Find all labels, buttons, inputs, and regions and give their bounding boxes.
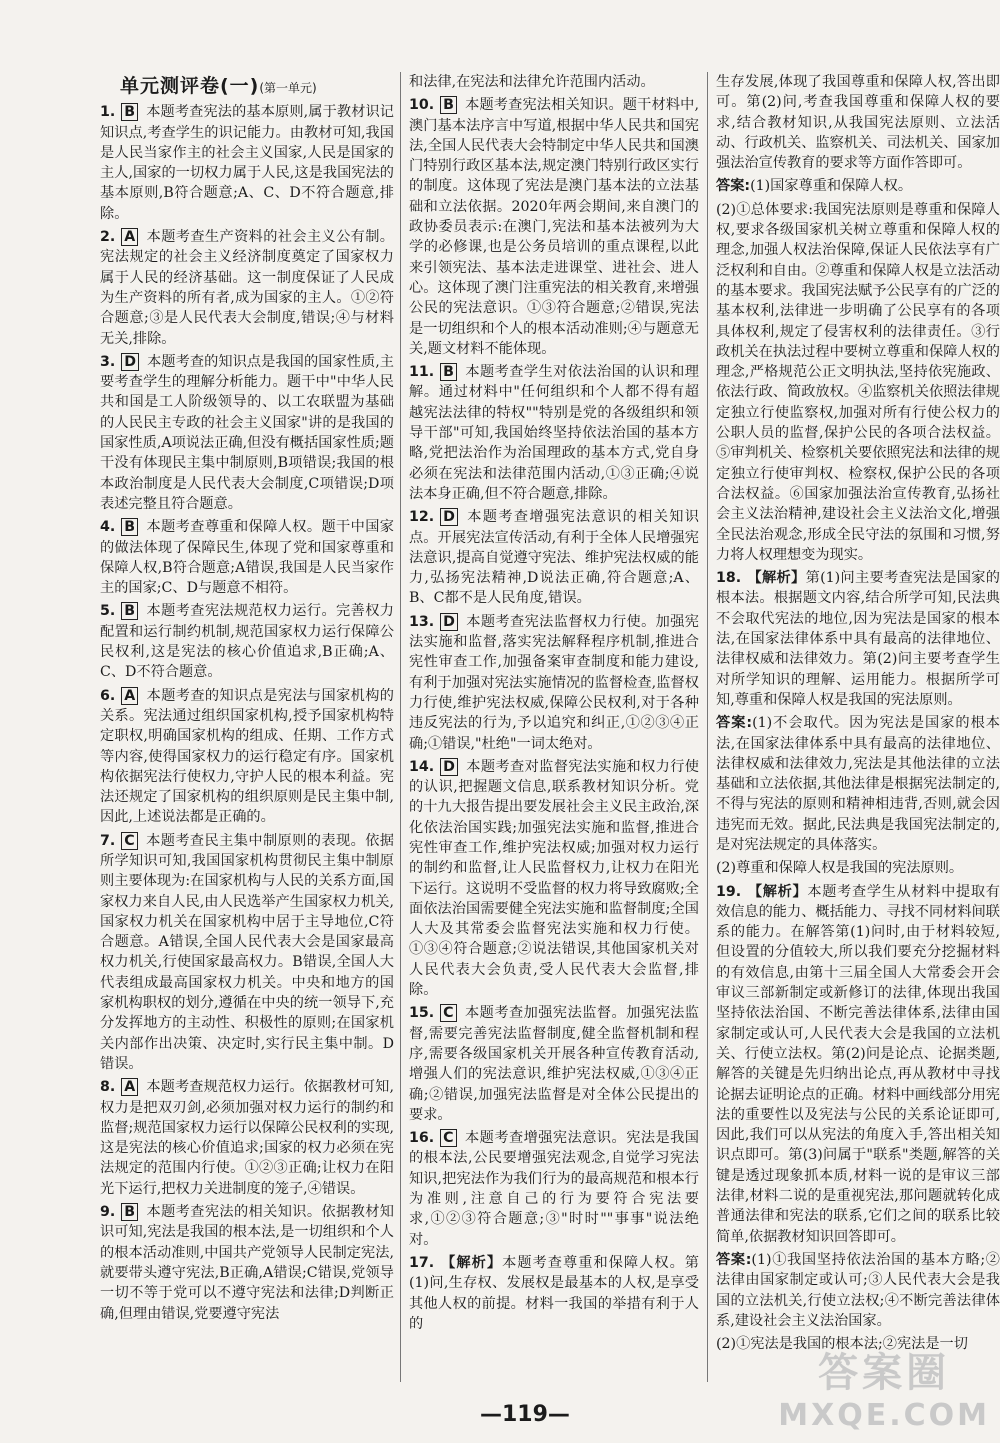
column-2 <box>400 72 708 1382</box>
answer-item <box>716 858 1000 878</box>
item-number: 14. <box>409 758 435 775</box>
item-text: (2)①宪法是我国的根本法;②宪法是一切 <box>716 1336 968 1353</box>
answer-item <box>409 507 699 608</box>
item-number: 3. <box>100 353 116 370</box>
answer-item <box>716 568 1000 710</box>
column-1 <box>100 72 400 1382</box>
title-sub: (第一单元) <box>259 81 317 95</box>
item-text: 本题考查生产资料的社会主义公有制。宪法规定的社会主义经济制度奠定了国家权力属于人民的经济基础。这一制度保证了人民成为生产资料的所有者,成为国家的主人。①②符合题意;③是人民代表大会制度,错误;④与材料无关,排除。 <box>100 229 394 347</box>
answer-item <box>716 713 1000 855</box>
answer-letter: D <box>440 508 458 526</box>
item-text: 本题考查宪法的相关知识。依据教材知识可知,宪法是我国的根本法,是一切组织和个人的根本活动准则,中国共产党领导人民制定宪法,就要带头遵守宪法,B正确,A错误;C错误,党领导一切不等于党可以不遵守宪法和法律;D判断正确,但理由错误,党要遵守宪法 <box>100 1204 394 1322</box>
item-text: 本题考查宪法规范权力运行。完善权力配置和运行制约机制,规范国家权力运行保障公民权利,这是宪法的核心价值追求,B正确;A、C、D不符合题意。 <box>100 603 394 681</box>
item-text: (1)①我国坚持依法治国的基本方略;②法律由国家制定或认可;③人民代表大会是我国的立法机关,行使立法权;④不断完善法律体系,建设社会主义法治国家。 <box>716 1251 1000 1329</box>
item-number: 15. <box>409 1005 435 1022</box>
item-text: 本题考查对监督宪法实施和权力行使的认识,把握题文信息,联系教材知识分析。党的十九大报告提出要发展社会主义民主政治,深化依法治国实践;加强宪法实施和监督,推进合宪性审查工作,维护宪法权威;加强对权力运行的制约和监督,让人民监督权力,让权力在阳光下运行。这说明不受监督的权力将导致腐败;全面依法治国需要健全宪法实施和监督制度;全国人大及其常委会监督宪法实施和权力行使。①③④符合题意;②说法错误,其他国家机关对人民代表大会负责,受人民代表大会监督,排除。 <box>409 758 699 999</box>
answer-letter: A <box>121 687 138 705</box>
item-number: 8. <box>100 1079 116 1096</box>
answer-item <box>100 686 394 828</box>
item-text: 本题考查加强宪法监督。加强宪法监督,需要完善宪法监督制度,健全监督机制和程序,需要各级国家机关开展各种宣传教育活动,增强人们的宪法意识,维护宪法权威,①③④正确;②错误,加强宪法监督是对全体公民提出的要求。 <box>409 1005 699 1123</box>
item-number: 16. <box>409 1130 435 1147</box>
answer-list-3 <box>716 72 1000 1354</box>
item-number: 1. <box>100 104 116 121</box>
item-number: 19. <box>716 883 742 900</box>
answer-item <box>716 72 1000 173</box>
answer-letter: B <box>440 363 457 381</box>
item-text: 本题考查宪法监督权力行使。加强宪法实施和监督,落实宪法解释程序机制,推进合宪性审查工作,加强备案审查制度和能力建设,有利于加强对宪法实施情况的监督检查,监督权力行使,维护宪法权威,保障公民权利,对于各种违反宪法的行为,予以追究和纠正,①②③④正确;①错误,"杜绝"一词太绝对。 <box>409 613 699 752</box>
answer-item <box>716 176 1000 196</box>
page-number: —119— <box>480 1402 570 1427</box>
item-text: (1)国家尊重和保障人权。 <box>750 178 913 195</box>
answer-letter: B <box>121 103 138 121</box>
answer-letter: D <box>121 353 139 371</box>
item-number: 2. <box>100 229 116 246</box>
item-tag: 【解析】 <box>747 883 808 900</box>
item-number: 9. <box>100 1204 116 1221</box>
answer-item <box>100 352 394 514</box>
watermark-line2: MXQE.COM <box>778 1398 990 1433</box>
item-text: 本题考查尊重和保障人权。第(1)问,生存权、发展权是最基本的人权,是享受其他人权的前提。材料一我国的举措有利于人的 <box>409 1254 699 1332</box>
item-text: 本题考查的知识点是宪法与国家机构的关系。宪法通过组织国家机构,授予国家机构特定职权,明确国家机构的组成、任期、工作方式等内容,使得国家权力的运行稳定有序。国家机构依据宪法行使权力,守护人民的根本利益。宪法还规定了国家机构的组织原则是民主集中制,因此,上述说法都是正确的。 <box>100 687 394 826</box>
column-3 <box>708 72 1000 1382</box>
item-text: 本题考查民主集中制原则的表现。依据所学知识可知,我国国家机构贯彻民主集中制原则主要体现为:在国家机构与人民的关系方面,国家权力来自人民,由人民选举产生国家权力机关,国家权力机关在国家机构中居于主导地位,C符合题意。A错误,全国人民代表大会是国家最高权力机关,行使国家最高权力。B错误,全国人大代表组成最高国家权力机关。中央和地方的国家机构职权的划分,遵循在中央的统一领导下,充分发挥地方的主动性、积极性的原则;在国家机关内部作出决策、决定时,实行民主集中制。D错误。 <box>100 832 394 1072</box>
item-number: 18. <box>716 570 742 587</box>
item-text: 本题考查的知识点是我国的国家性质,主要考查学生的理解分析能力。题干中"中华人民共和国是工人阶级领导的、以工农联盟为基础的人民民主专政的社会主义国家"讲的是我国的国家性质,A项说法正确,但没有概括国家性质;题干没有体现民主集中制原则,B项错误;我国的根本政治制度是人民代表大会制度,C项错误;D项表述完整且符合题意。 <box>100 353 394 512</box>
item-tag: 答案: <box>716 178 751 195</box>
answer-item <box>409 1003 699 1125</box>
item-tag: 答案: <box>716 1251 752 1268</box>
answer-letter: B <box>121 602 138 620</box>
answer-item <box>409 612 699 754</box>
item-number: 13. <box>409 613 435 630</box>
answer-letter: C <box>440 1129 456 1147</box>
page-title <box>120 76 394 98</box>
answer-letter: D <box>440 613 458 631</box>
item-text: 本题考查学生从材料中提取有效信息的能力、概括能力、寻找不同材料间联系的能力。在解答第(1)问时,由于材料较短,但设置的分值较大,所以我们要充分挖掘材料的有效信息,由第十三届全国人大常委会开会审议三部新制定或新修订的法律,体现出我国坚持依法治国、不断完善法律体系,法律由国家制定或认可,人民代表大会是我国的立法机关、行使立法权。第(2)问是论点、论据类题,解答的关键是先归纳出论点,再从教材中寻找论据去证明论点的正确。材料中画线部分用宪法的重要性以及宪法与公民的关系论证即可,因此,我们可以从宪法的角度入手,答出相关知识点即可。第(3)问属于"联系"类题,解答的关键是透过现象抓本质,材料一说的是审议三部法律,材料二说的是重视宪法,那问题就转化成普通法律和宪法的联系,它们之间的联系比较简单,依据教材知识回答即可。 <box>716 883 1000 1245</box>
answer-item <box>409 757 699 1001</box>
answer-letter: B <box>121 1203 138 1221</box>
item-number: 7. <box>100 832 116 849</box>
answer-list-1 <box>100 102 394 1324</box>
answer-list-2 <box>409 72 699 1334</box>
item-number: 11. <box>409 364 435 381</box>
item-text: 本题考查宪法相关知识。题干材料中,澳门基本法序言中写道,根据中华人民共和国宪法,全国人民代表大会特制定中华人民共和国澳门特别行政区基本法,规定澳门特别行政区实行的制度。这体现了宪法是澳门基本法的立法基础和立法依据。2020年两会期间,来自澳门的政协委员表示:在澳门,宪法和基本法被列为大学的必修课,也是公务员培训的重点课程,以此来引领宪法、基本法走进课堂、进社会、进人心。这体现了澳门注重宪法的相关教育,来增强公民的宪法意识。①③符合题意;②错误,宪法是一切组织和个人的根本活动准则;④与题意无关,题文材料不能体现。 <box>409 97 699 357</box>
answer-item <box>716 1250 1000 1331</box>
answer-letter: B <box>121 518 138 536</box>
item-text: 本题考查学生对依法治国的认识和理解。通过材料中"任何组织和个人都不得有超越宪法法律的特权""特别是党的各级组织和领导干部"可知,我国始终坚持依法治国的基本方略,党把法治作为治国理政的基本方式,党自身必须在宪法和法律范围内活动,①③正确;④说法本身正确,但不符合题意,排除。 <box>409 364 699 502</box>
answer-item <box>716 200 1000 565</box>
item-text: 和法律,在宪法和法律允许范围内活动。 <box>409 74 655 90</box>
item-number: 17. <box>409 1254 435 1271</box>
item-text: 第(1)问主要考查宪法是国家的根本法。根据题文内容,结合所学可知,民法典不会取代宪法的地位,因为宪法是国家的根本法,在国家法律体系中具有最高的法律地位、法律权威和法律效力。第(2)问主要考查学生对所学知识的理解、运用能力。根据所学可知,尊重和保障人权是我国的宪法原则。 <box>716 570 1000 708</box>
answer-item <box>100 227 394 349</box>
item-tag: 【解析】 <box>440 1254 503 1271</box>
watermark-line1: 答案圈 <box>818 1350 951 1396</box>
answer-item <box>716 882 1000 1247</box>
answer-item <box>409 72 699 92</box>
item-text: 本题考查增强宪法意识。宪法是我国的根本法,公民要增强宪法观念,自觉学习宪法知识,把宪法作为我们行为的最高规范和根本行为准则,注意自己的行为要符合宪法要求,①②③符合题意;③"时时""事事"说法绝对。 <box>409 1130 699 1248</box>
item-tag: 【解析】 <box>747 570 806 587</box>
answer-item <box>409 95 699 359</box>
item-number: 5. <box>100 603 116 620</box>
item-text: (1)不会取代。因为宪法是国家的根本法,在国家法律体系中具有最高的法律地位、法律权威和法律效力,宪法是其他法律的立法基础和立法依据,其他法律是根据宪法制定的,不得与宪法的原则和精神相违背,否则,就会因违宪而无效。据此,民法典是我国宪法制定的,是对宪法规定的具体落实。 <box>716 715 1000 853</box>
answer-letter: A <box>121 228 138 246</box>
answer-item <box>100 102 394 224</box>
title-main: 单元测评卷(一) <box>120 75 260 97</box>
item-text: 本题考查尊重和保障人权。题干中国家的做法体现了保障民生,体现了党和国家尊重和保障人权,B符合题意;A错误,我国是人民当家作主的国家;C、D与题意不相符。 <box>100 519 394 597</box>
item-text: (2)①总体要求:我国宪法原则是尊重和保障人权,要求各级国家机关树立尊重和保障人权的理念,加强人权法治保障,保证人民依法享有广泛权利和自由。②尊重和保障人权是立法活动的基本要求。我国宪法赋予公民享有的广泛的基本权利,法律进一步明确了公民享有的各项具体权利,规定了侵害权利的法律责任。③行政机关在执法过程中要树立尊重和保障人权的理念,严格规范公正文明执法,坚持依宪施政、依法行政、简政放权。④监察机关依照法律规定独立行使监察权,加强对所有行使公权力的公职人员的监督,保护公民的各项合法权益。⑤审判机关、检察机关要依照宪法和法律的规定独立行使审判权、检察权,保护公民的各项合法权益。⑥国家加强法治宣传教育,弘扬社会主义法治精神,建设社会主义法治文化,增强全民法治观念,形成全民守法的氛围和习惯,努力将人权理想变为现实。 <box>716 201 1000 563</box>
answer-letter: A <box>121 1078 138 1096</box>
answer-item <box>100 517 394 598</box>
item-text: 本题考查宪法的基本原则,属于教材识记知识点,考查学生的识记能力。由教材可知,我国是人民当家作主的社会主义国家,人民是国家的主人,国家的一切权力属于人民,这是我国宪法的基本原则,B符合题意;A、C、D不符合题意,排除。 <box>100 104 394 222</box>
item-tag: 答案: <box>716 715 753 732</box>
answer-letter: B <box>440 96 457 114</box>
item-number: 10. <box>409 97 435 114</box>
item-number: 12. <box>409 509 435 526</box>
answer-letter: C <box>440 1004 456 1022</box>
item-number: 4. <box>100 519 116 536</box>
item-text: 生存发展,体现了我国尊重和保障人权,答出即可。第(2)问,考查我国尊重和保障人权的要求,结合教材知识,从我国宪法原则、立法活动、行政机关、监察机关、司法机关、国家加强法治宣传教育的要求等方面作答即可。 <box>716 74 1000 172</box>
watermark-logo <box>778 1341 990 1433</box>
answer-item <box>100 1077 394 1199</box>
item-text: 本题考查增强宪法意识的相关知识点。开展宪法宣传活动,有利于全体人民增强宪法意识,提高自觉遵守宪法、维护宪法权威的能力,弘扬宪法精神,D说法正确,符合题意;A、B、C都不是人民角度,错误。 <box>409 509 699 607</box>
answer-item <box>409 362 699 504</box>
answer-columns <box>100 72 1000 1382</box>
answer-item <box>100 1202 394 1324</box>
item-text: 本题考查规范权力运行。依据教材可知,权力是把双刃剑,必须加强对权力运行的制约和监督;规范国家权力运行以保障公民权利的实现,这是宪法的核心价值追求;国家的权力必须在宪法规定的范围内行使。①②③正确;让权力在阳光下运行,把权力关进制度的笼子,④错误。 <box>100 1079 394 1197</box>
answer-item <box>409 1128 699 1250</box>
item-text: (2)尊重和保障人权是我国的宪法原则。 <box>716 860 964 877</box>
answer-letter: D <box>440 758 458 776</box>
item-number: 6. <box>100 687 116 704</box>
answer-item <box>100 601 394 682</box>
answer-item <box>100 831 394 1075</box>
answer-letter: C <box>121 832 137 850</box>
answer-item <box>409 1253 699 1334</box>
